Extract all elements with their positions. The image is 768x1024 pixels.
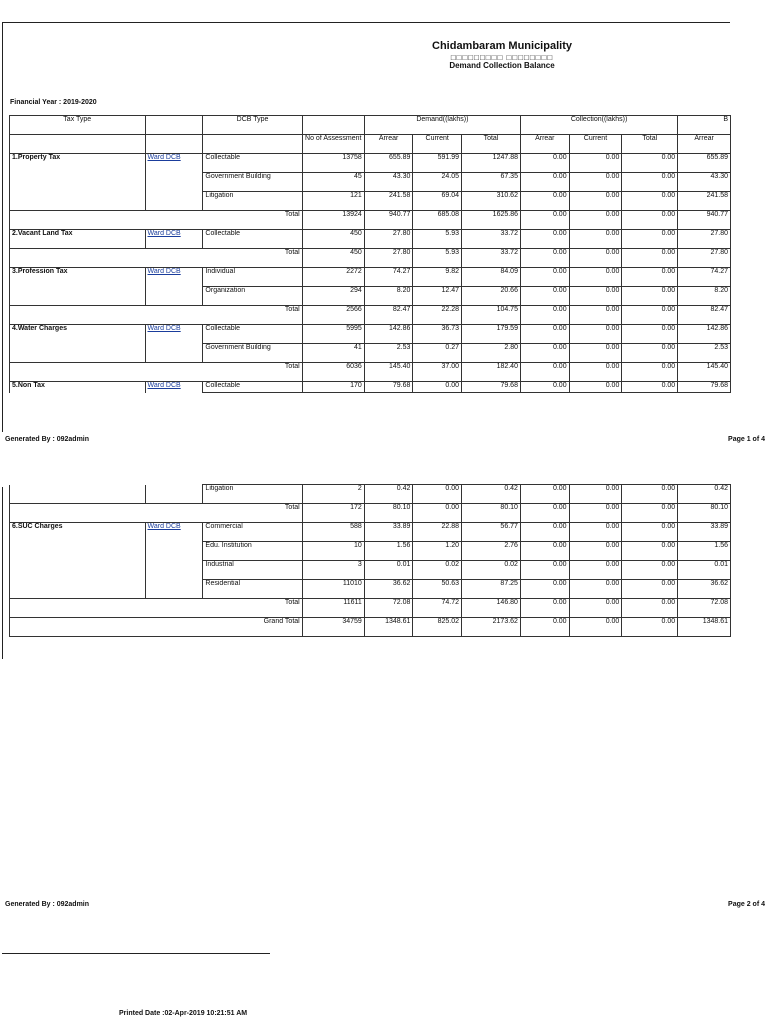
- report-title: Demand Collection Balance: [449, 61, 555, 70]
- no-of-assessment-cell: 121: [302, 192, 364, 211]
- collection-arrear-cell: 0.00: [520, 580, 569, 599]
- demand-total-cell: 0.42: [462, 485, 521, 504]
- demand-total-cell: 33.72: [462, 249, 521, 268]
- top-rule: [2, 22, 730, 23]
- balance-arrear-cell: 940.77: [678, 211, 731, 230]
- demand-arrear-cell: 82.47: [364, 306, 413, 325]
- collection-total-cell: 0.00: [622, 363, 678, 382]
- total-label: Total: [10, 599, 303, 618]
- demand-total-cell: 182.40: [462, 363, 521, 382]
- ward-dcb-link: [145, 344, 203, 363]
- ward-dcb-link: [145, 580, 203, 599]
- demand-current-cell: 591.99: [413, 154, 462, 173]
- dcb-type-cell: Collectable: [203, 382, 302, 393]
- left-rule-page1: [2, 22, 3, 432]
- no-of-assessment-cell: 5995: [302, 325, 364, 344]
- financial-year: Financial Year : 2019-2020: [10, 99, 97, 106]
- demand-current-cell: 9.82: [413, 268, 462, 287]
- no-of-assessment-cell: 2: [302, 485, 364, 504]
- collection-total-cell: 0.00: [622, 504, 678, 523]
- dcb-type-cell: Collectable: [203, 154, 302, 173]
- demand-arrear-cell: 0.42: [364, 485, 413, 504]
- collection-current-cell: 0.00: [569, 599, 622, 618]
- collection-current-cell: 0.00: [569, 173, 622, 192]
- generated-by-page2: Generated By : 092admin: [5, 901, 90, 908]
- dcb-table-page1: [9, 115, 731, 393]
- demand-total-cell: 179.59: [462, 325, 521, 344]
- collection-total-cell: 0.00: [622, 173, 678, 192]
- collection-arrear-cell: 0.00: [520, 287, 569, 306]
- collection-total-cell: 0.00: [622, 268, 678, 287]
- header-blank: [203, 135, 302, 154]
- header-demand-current: Current: [413, 135, 462, 154]
- header-demand-arrear: Arrear: [364, 135, 413, 154]
- total-row: [10, 618, 731, 637]
- total-label: Total: [10, 363, 303, 382]
- demand-current-cell: 74.72: [413, 599, 462, 618]
- signature-rule: [2, 953, 270, 954]
- total-label: Total: [10, 211, 303, 230]
- collection-current-cell: 0.00: [569, 306, 622, 325]
- ward-dcb-link: [145, 542, 203, 561]
- collection-total-cell: 0.00: [622, 211, 678, 230]
- balance-arrear-cell: 79.68: [678, 382, 731, 393]
- no-of-assessment-cell: 6036: [302, 363, 364, 382]
- no-of-assessment-cell: 294: [302, 287, 364, 306]
- collection-current-cell: 0.00: [569, 249, 622, 268]
- dcb-type-cell: Government Building: [203, 344, 302, 363]
- no-of-assessment-cell: 10: [302, 542, 364, 561]
- collection-arrear-cell: 0.00: [520, 306, 569, 325]
- header-blank: [145, 135, 203, 154]
- no-of-assessment-cell: 588: [302, 523, 364, 542]
- no-of-assessment-cell: 450: [302, 249, 364, 268]
- demand-arrear-cell: 1348.61: [364, 618, 413, 637]
- demand-arrear-cell: 27.80: [364, 230, 413, 249]
- table-row: [10, 154, 731, 173]
- balance-arrear-cell: 74.27: [678, 268, 731, 287]
- collection-arrear-cell: 0.00: [520, 268, 569, 287]
- demand-arrear-cell: 145.40: [364, 363, 413, 382]
- header-balance-arrear: Arrear: [678, 135, 731, 154]
- table-row: [10, 382, 731, 393]
- header-dcb-type: DCB Type: [203, 116, 302, 135]
- balance-arrear-cell: 2.53: [678, 344, 731, 363]
- collection-current-cell: 0.00: [569, 154, 622, 173]
- no-of-assessment-cell: 450: [302, 230, 364, 249]
- tax-type-cell: [10, 485, 146, 504]
- demand-current-cell: 36.73: [413, 325, 462, 344]
- collection-total-cell: 0.00: [622, 599, 678, 618]
- demand-current-cell: 24.05: [413, 173, 462, 192]
- dcb-table-page2: [9, 484, 731, 637]
- total-label: Total: [10, 504, 303, 523]
- header-no-of-assessment: No of Assessment: [302, 135, 364, 154]
- table-row: [10, 325, 731, 344]
- collection-total-cell: 0.00: [622, 325, 678, 344]
- header-collection-arrear: Arrear: [520, 135, 569, 154]
- collection-total-cell: 0.00: [622, 192, 678, 211]
- collection-arrear-cell: 0.00: [520, 363, 569, 382]
- ward-dcb-link[interactable]: Ward DCB: [145, 154, 203, 173]
- tax-type-cell: [10, 580, 146, 599]
- dcb-type-cell: Organization: [203, 287, 302, 306]
- collection-arrear-cell: 0.00: [520, 382, 569, 393]
- collection-arrear-cell: 0.00: [520, 192, 569, 211]
- collection-current-cell: 0.00: [569, 287, 622, 306]
- dcb-type-cell: Litigation: [203, 485, 302, 504]
- tax-type-cell: [10, 192, 146, 211]
- ward-dcb-link[interactable]: Ward DCB: [145, 325, 203, 344]
- tax-type-cell: 1.Property Tax: [10, 154, 146, 173]
- collection-current-cell: 0.00: [569, 580, 622, 599]
- collection-total-cell: 0.00: [622, 154, 678, 173]
- ward-dcb-link: [145, 173, 203, 192]
- demand-current-cell: 825.02: [413, 618, 462, 637]
- collection-arrear-cell: 0.00: [520, 344, 569, 363]
- dcb-type-cell: Government Building: [203, 173, 302, 192]
- dcb-type-cell: Edu. Institution: [203, 542, 302, 561]
- balance-arrear-cell: 8.20: [678, 287, 731, 306]
- demand-current-cell: 69.04: [413, 192, 462, 211]
- no-of-assessment-cell: 11611: [302, 599, 364, 618]
- total-label: Total: [10, 306, 303, 325]
- balance-arrear-cell: 0.42: [678, 485, 731, 504]
- dcb-type-cell: Residential: [203, 580, 302, 599]
- total-row: [10, 504, 731, 523]
- no-of-assessment-cell: 3: [302, 561, 364, 580]
- demand-arrear-cell: 33.89: [364, 523, 413, 542]
- ward-dcb-link: [145, 287, 203, 306]
- demand-total-cell: 2.80: [462, 344, 521, 363]
- no-of-assessment-cell: 45: [302, 173, 364, 192]
- balance-arrear-cell: 1.56: [678, 542, 731, 561]
- demand-arrear-cell: 2.53: [364, 344, 413, 363]
- collection-arrear-cell: 0.00: [520, 599, 569, 618]
- tax-type-cell: [10, 173, 146, 192]
- total-label: Total: [10, 249, 303, 268]
- table-row: [10, 173, 731, 192]
- collection-arrear-cell: 0.00: [520, 211, 569, 230]
- collection-current-cell: 0.00: [569, 211, 622, 230]
- demand-arrear-cell: 142.86: [364, 325, 413, 344]
- collection-arrear-cell: 0.00: [520, 325, 569, 344]
- org-name: Chidambaram Municipality: [432, 40, 572, 52]
- no-of-assessment-cell: 172: [302, 504, 364, 523]
- demand-current-cell: 22.28: [413, 306, 462, 325]
- balance-arrear-cell: 36.62: [678, 580, 731, 599]
- demand-arrear-cell: 1.56: [364, 542, 413, 561]
- demand-total-cell: 67.35: [462, 173, 521, 192]
- ward-dcb-link[interactable]: Ward DCB: [145, 268, 203, 287]
- collection-current-cell: 0.00: [569, 230, 622, 249]
- demand-total-cell: 146.80: [462, 599, 521, 618]
- ward-dcb-link: [145, 485, 203, 504]
- demand-total-cell: 84.09: [462, 268, 521, 287]
- collection-current-cell: 0.00: [569, 485, 622, 504]
- collection-current-cell: 0.00: [569, 618, 622, 637]
- demand-total-cell: 79.68: [462, 382, 521, 393]
- header-collection: Collection((lakhs)): [520, 116, 677, 135]
- demand-current-cell: 0.00: [413, 382, 462, 393]
- total-row: [10, 599, 731, 618]
- ward-dcb-link[interactable]: Ward DCB: [145, 230, 203, 249]
- no-of-assessment-cell: 170: [302, 382, 364, 393]
- balance-arrear-cell: 27.80: [678, 249, 731, 268]
- collection-total-cell: 0.00: [622, 561, 678, 580]
- no-of-assessment-cell: 11010: [302, 580, 364, 599]
- generated-by-page1: Generated By : 092admin: [5, 436, 90, 443]
- header-tax-type: Tax Type: [10, 116, 146, 135]
- demand-total-cell: 310.62: [462, 192, 521, 211]
- demand-current-cell: 12.47: [413, 287, 462, 306]
- table-row: [10, 192, 731, 211]
- demand-total-cell: 0.02: [462, 561, 521, 580]
- demand-total-cell: 2173.62: [462, 618, 521, 637]
- demand-current-cell: 5.93: [413, 249, 462, 268]
- demand-arrear-cell: 0.01: [364, 561, 413, 580]
- collection-total-cell: 0.00: [622, 344, 678, 363]
- dcb-type-cell: Collectable: [203, 325, 302, 344]
- collection-arrear-cell: 0.00: [520, 173, 569, 192]
- demand-arrear-cell: 27.80: [364, 249, 413, 268]
- collection-current-cell: 0.00: [569, 504, 622, 523]
- demand-total-cell: 87.25: [462, 580, 521, 599]
- demand-total-cell: 1247.88: [462, 154, 521, 173]
- collection-arrear-cell: 0.00: [520, 542, 569, 561]
- demand-current-cell: 0.27: [413, 344, 462, 363]
- table-row: [10, 287, 731, 306]
- no-of-assessment-cell: 13924: [302, 211, 364, 230]
- demand-arrear-cell: 79.68: [364, 382, 413, 393]
- collection-total-cell: 0.00: [622, 485, 678, 504]
- demand-total-cell: 56.77: [462, 523, 521, 542]
- table-row: [10, 268, 731, 287]
- demand-arrear-cell: 8.20: [364, 287, 413, 306]
- table-row: [10, 344, 731, 363]
- dcb-type-cell: Collectable: [203, 230, 302, 249]
- ward-dcb-link: [145, 192, 203, 211]
- header-demand-total: Total: [462, 135, 521, 154]
- demand-total-cell: 1625.86: [462, 211, 521, 230]
- demand-arrear-cell: 940.77: [364, 211, 413, 230]
- demand-arrear-cell: 72.08: [364, 599, 413, 618]
- demand-current-cell: 0.00: [413, 504, 462, 523]
- demand-current-cell: 0.00: [413, 485, 462, 504]
- collection-arrear-cell: 0.00: [520, 618, 569, 637]
- tax-type-cell: [10, 344, 146, 363]
- total-row: [10, 211, 731, 230]
- collection-current-cell: 0.00: [569, 523, 622, 542]
- collection-total-cell: 0.00: [622, 618, 678, 637]
- collection-arrear-cell: 0.00: [520, 561, 569, 580]
- demand-current-cell: 22.88: [413, 523, 462, 542]
- tax-type-cell: [10, 287, 146, 306]
- total-label: Grand Total: [10, 618, 303, 637]
- collection-current-cell: 0.00: [569, 325, 622, 344]
- balance-arrear-cell: 33.89: [678, 523, 731, 542]
- table-row: [10, 561, 731, 580]
- tax-type-cell: 5.Non Tax: [10, 382, 146, 393]
- header-collection-total: Total: [622, 135, 678, 154]
- ward-dcb-link[interactable]: Ward DCB: [145, 382, 203, 393]
- no-of-assessment-cell: 41: [302, 344, 364, 363]
- header-balance: B: [678, 116, 731, 135]
- demand-arrear-cell: 36.62: [364, 580, 413, 599]
- demand-arrear-cell: 43.30: [364, 173, 413, 192]
- demand-total-cell: 2.76: [462, 542, 521, 561]
- collection-total-cell: 0.00: [622, 523, 678, 542]
- printed-date: Printed Date :02-Apr-2019 10:21:51 AM: [119, 1010, 248, 1017]
- demand-current-cell: 50.63: [413, 580, 462, 599]
- dcb-type-cell: Individual: [203, 268, 302, 287]
- balance-arrear-cell: 82.47: [678, 306, 731, 325]
- tax-type-cell: 6.SUC Charges: [10, 523, 146, 542]
- demand-arrear-cell: 80.10: [364, 504, 413, 523]
- table-row: [10, 230, 731, 249]
- no-of-assessment-cell: 2566: [302, 306, 364, 325]
- total-row: [10, 249, 731, 268]
- header-blank: [302, 116, 364, 135]
- demand-current-cell: 37.00: [413, 363, 462, 382]
- demand-total-cell: 33.72: [462, 230, 521, 249]
- no-of-assessment-cell: 34759: [302, 618, 364, 637]
- balance-arrear-cell: 142.86: [678, 325, 731, 344]
- demand-current-cell: 5.93: [413, 230, 462, 249]
- collection-current-cell: 0.00: [569, 542, 622, 561]
- header-blank: [145, 116, 203, 135]
- collection-total-cell: 0.00: [622, 287, 678, 306]
- collection-current-cell: 0.00: [569, 268, 622, 287]
- collection-arrear-cell: 0.00: [520, 504, 569, 523]
- tax-type-cell: [10, 561, 146, 580]
- tax-type-cell: [10, 542, 146, 561]
- tax-type-cell: 2.Vacant Land Tax: [10, 230, 146, 249]
- demand-total-cell: 104.75: [462, 306, 521, 325]
- demand-arrear-cell: 241.58: [364, 192, 413, 211]
- collection-current-cell: 0.00: [569, 192, 622, 211]
- tax-type-cell: 3.Profession Tax: [10, 268, 146, 287]
- collection-arrear-cell: 0.00: [520, 230, 569, 249]
- dcb-type-cell: Litigation: [203, 192, 302, 211]
- demand-current-cell: 0.02: [413, 561, 462, 580]
- ward-dcb-link: [145, 561, 203, 580]
- collection-current-cell: 0.00: [569, 363, 622, 382]
- header-demand: Demand((lakhs)): [364, 116, 520, 135]
- collection-total-cell: 0.00: [622, 306, 678, 325]
- demand-total-cell: 20.66: [462, 287, 521, 306]
- balance-arrear-cell: 241.58: [678, 192, 731, 211]
- balance-arrear-cell: 655.89: [678, 154, 731, 173]
- table-row: [10, 523, 731, 542]
- collection-arrear-cell: 0.00: [520, 523, 569, 542]
- demand-current-cell: 1.20: [413, 542, 462, 561]
- header-collection-current: Current: [569, 135, 622, 154]
- collection-current-cell: 0.00: [569, 382, 622, 393]
- balance-arrear-cell: 72.08: [678, 599, 731, 618]
- balance-arrear-cell: 145.40: [678, 363, 731, 382]
- native-script-line: □□□□□□□□□ □□□□□□□□: [450, 53, 554, 62]
- collection-total-cell: 0.00: [622, 382, 678, 393]
- dcb-type-cell: Industrial: [203, 561, 302, 580]
- no-of-assessment-cell: 2272: [302, 268, 364, 287]
- balance-arrear-cell: 27.80: [678, 230, 731, 249]
- ward-dcb-link[interactable]: Ward DCB: [145, 523, 203, 542]
- collection-total-cell: 0.00: [622, 580, 678, 599]
- collection-total-cell: 0.00: [622, 230, 678, 249]
- total-row: [10, 363, 731, 382]
- demand-arrear-cell: 74.27: [364, 268, 413, 287]
- header-blank: [10, 135, 146, 154]
- page-number-2: Page 2 of 4: [728, 901, 765, 908]
- table-row: [10, 485, 731, 504]
- collection-arrear-cell: 0.00: [520, 154, 569, 173]
- total-row: [10, 306, 731, 325]
- collection-total-cell: 0.00: [622, 542, 678, 561]
- balance-arrear-cell: 43.30: [678, 173, 731, 192]
- collection-total-cell: 0.00: [622, 249, 678, 268]
- collection-arrear-cell: 0.00: [520, 249, 569, 268]
- demand-current-cell: 685.08: [413, 211, 462, 230]
- no-of-assessment-cell: 13758: [302, 154, 364, 173]
- collection-current-cell: 0.00: [569, 561, 622, 580]
- tax-type-cell: 4.Water Charges: [10, 325, 146, 344]
- collection-arrear-cell: 0.00: [520, 485, 569, 504]
- table-row: [10, 542, 731, 561]
- collection-current-cell: 0.00: [569, 344, 622, 363]
- balance-arrear-cell: 0.01: [678, 561, 731, 580]
- demand-total-cell: 80.10: [462, 504, 521, 523]
- balance-arrear-cell: 1348.61: [678, 618, 731, 637]
- table-row: [10, 580, 731, 599]
- left-rule-page2: [2, 487, 3, 659]
- demand-arrear-cell: 655.89: [364, 154, 413, 173]
- dcb-type-cell: Commercial: [203, 523, 302, 542]
- page-number-1: Page 1 of 4: [728, 436, 765, 443]
- balance-arrear-cell: 80.10: [678, 504, 731, 523]
